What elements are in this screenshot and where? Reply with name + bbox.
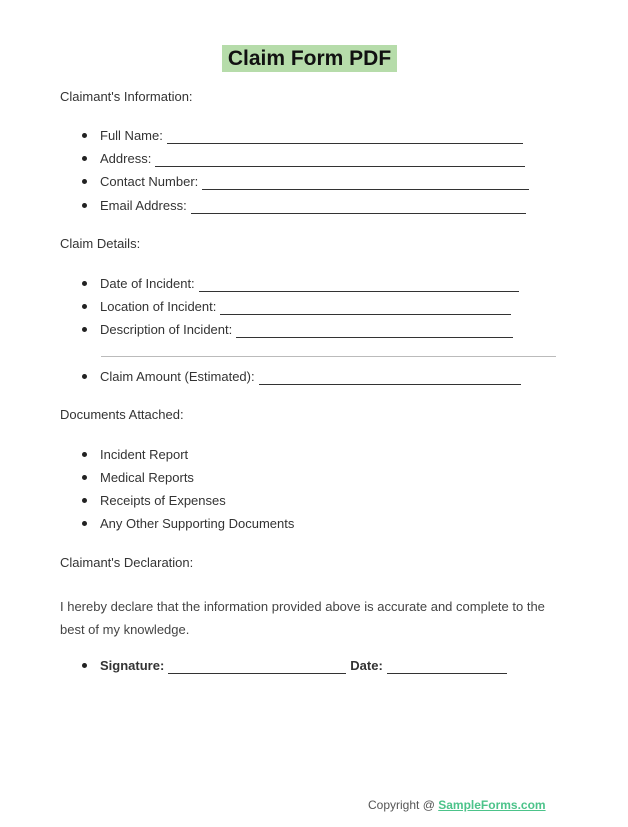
signature-line[interactable]: [168, 660, 346, 674]
date-line[interactable]: [387, 660, 507, 674]
field-claim-amount[interactable]: [80, 369, 521, 385]
document-label: Any Other Supporting Documents: [100, 516, 295, 531]
blank-line[interactable]: [220, 301, 511, 315]
bullet-icon: [82, 327, 87, 332]
document-item: [80, 447, 188, 463]
field-label: Description of Incident:: [100, 322, 233, 337]
field-email-address[interactable]: [80, 198, 526, 214]
bullet-icon: [82, 475, 87, 480]
bullet-icon: [82, 281, 87, 286]
signature-row: [80, 658, 507, 674]
bullet-icon: [82, 452, 87, 457]
blank-line[interactable]: [259, 371, 521, 385]
document-label: Medical Reports: [100, 470, 194, 485]
field-description-of-incident[interactable]: [80, 322, 513, 338]
document-item: [80, 470, 194, 486]
field-label: Address:: [100, 151, 152, 166]
bullet-icon: [82, 156, 87, 161]
field-label: Location of Incident:: [100, 299, 217, 314]
signature-label: Signature:: [100, 658, 165, 673]
brand-link[interactable]: SampleForms.com: [438, 798, 546, 812]
document-item: [80, 493, 226, 509]
field-contact-number[interactable]: [80, 174, 529, 190]
section-heading-declaration: Claimant's Declaration:: [60, 555, 194, 570]
bullet-icon: [82, 498, 87, 503]
field-location-of-incident[interactable]: [80, 299, 511, 315]
blank-line[interactable]: [236, 324, 513, 338]
blank-line[interactable]: [155, 153, 525, 167]
description-extra-line[interactable]: [101, 356, 556, 357]
section-heading-claim-details: Claim Details:: [60, 236, 141, 251]
bullet-icon: [82, 133, 87, 138]
bullet-icon: [82, 179, 87, 184]
date-label: Date:: [350, 658, 383, 673]
blank-line[interactable]: [199, 278, 519, 292]
field-label: Full Name:: [100, 128, 163, 143]
document-label: Receipts of Expenses: [100, 493, 226, 508]
document-label: Incident Report: [100, 447, 189, 462]
bullet-icon: [82, 374, 87, 379]
page-title: Claim Form PDF: [222, 45, 397, 72]
blank-line[interactable]: [191, 200, 526, 214]
field-label: Email Address:: [100, 198, 187, 213]
section-heading-claimant-info: Claimant's Information:: [60, 89, 193, 104]
blank-line[interactable]: [167, 130, 523, 144]
blank-line[interactable]: [202, 176, 529, 190]
field-date-of-incident[interactable]: [80, 276, 519, 292]
field-label: Claim Amount (Estimated):: [100, 369, 255, 384]
field-label: Contact Number:: [100, 174, 199, 189]
bullet-icon: [82, 203, 87, 208]
field-label: Date of Incident:: [100, 276, 195, 291]
bullet-icon: [82, 304, 87, 309]
bullet-icon: [82, 663, 87, 668]
field-full-name[interactable]: [80, 128, 523, 144]
declaration-text: I hereby declare that the information provided above is accurate and complete to the best of my knowledge.: [60, 599, 545, 637]
copyright: [368, 797, 546, 813]
section-heading-documents: Documents Attached:: [60, 407, 184, 422]
bullet-icon: [82, 521, 87, 526]
field-address[interactable]: [80, 151, 525, 167]
copyright-text: Copyright @: [368, 798, 435, 812]
document-item: [80, 516, 294, 532]
